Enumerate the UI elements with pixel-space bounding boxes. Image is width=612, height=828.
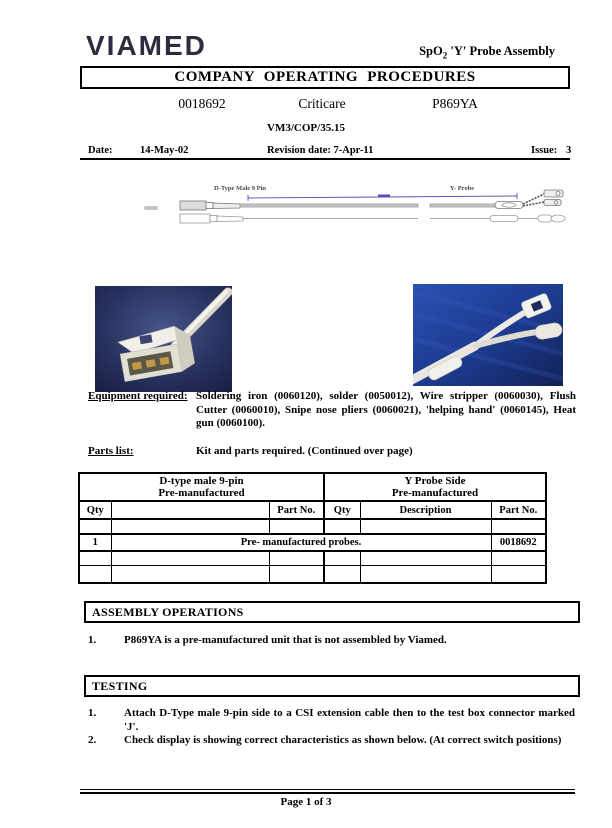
group-yprobe xyxy=(324,473,546,501)
empty-cell xyxy=(111,566,269,584)
page-number: Page 1 of 3 xyxy=(280,796,332,808)
code-number: 0018692 xyxy=(178,96,226,111)
group-dtype-subtitle: Pre-manufactured xyxy=(158,487,245,499)
testing-item-2-text: Check display is showing correct characteristics as shown below. (At correct switch positions) xyxy=(124,734,562,746)
group-dtype-title: D-type male 9-pin xyxy=(159,475,244,487)
photo-y-probe xyxy=(413,284,563,386)
date-value: 14-May-02 xyxy=(140,145,189,156)
empty-cell xyxy=(360,551,491,566)
empty-cell xyxy=(111,519,269,534)
empty-cell xyxy=(269,551,324,566)
empty-cell xyxy=(491,566,546,584)
header-rule xyxy=(80,158,570,160)
testing-heading: TESTING xyxy=(84,675,580,697)
bottom-cable-drawing xyxy=(180,214,565,223)
table-empty-row xyxy=(79,566,546,584)
col-desc-right: Description xyxy=(360,501,491,519)
assembly-item-1-text: P869YA is a pre-manufactured unit that is not assembled by Viamed. xyxy=(124,634,447,646)
empty-cell xyxy=(360,519,491,534)
col-qty-right: Qty xyxy=(324,501,360,519)
code-part: P869YA xyxy=(432,96,478,111)
group-yprobe-title: Y Probe Side xyxy=(404,475,466,487)
testing-item-1-number: 1. xyxy=(88,707,97,719)
dtype-photo-svg xyxy=(95,286,232,392)
col-qty-left: Qty xyxy=(79,501,111,519)
empty-cell xyxy=(79,551,111,566)
table-column-header-row xyxy=(79,501,546,519)
diagram-right-label: Y- Probe xyxy=(449,185,475,192)
empty-cell xyxy=(491,519,546,534)
empty-cell xyxy=(269,566,324,584)
product-title-prefix: SpO xyxy=(419,44,443,58)
date-label: Date: xyxy=(88,145,113,156)
empty-cell xyxy=(324,519,360,534)
equipment-required-text: Soldering iron (0060120), solder (0050012), Wire stripper (0060030), Flush Cutter (0060010), Snipe nose pliers (0060021), 'helping hand' (0060145), Heat gun (0060100). xyxy=(196,390,576,429)
left-dimension-mark xyxy=(144,206,158,210)
cable-assembly-diagram xyxy=(140,181,572,237)
product-title-suffix: 'Y' Probe Assembly xyxy=(447,44,555,58)
col-partno-left: Part No. xyxy=(269,501,324,519)
document-number: VM3/COP/35.15 xyxy=(267,122,345,134)
empty-cell xyxy=(79,519,111,534)
assembly-item-1 xyxy=(88,634,575,648)
issue-label: Issue: xyxy=(531,145,558,156)
product-title xyxy=(419,44,555,61)
product-title-subscript: 2 xyxy=(442,50,448,61)
photo-dtype-connector xyxy=(95,286,232,392)
empty-cell xyxy=(491,551,546,566)
data-description: Pre- manufactured probes. xyxy=(111,534,491,551)
table-empty-row xyxy=(79,551,546,566)
code-manufacturer: Criticare xyxy=(298,96,346,111)
col-partno-right: Part No. xyxy=(491,501,546,519)
group-yprobe-subtitle: Pre-manufactured xyxy=(391,487,479,499)
parts-list-label: Parts list: xyxy=(88,445,134,457)
viamed-logo: VIAMED xyxy=(86,30,207,61)
cable-diagram-svg xyxy=(140,181,572,237)
table-empty-row xyxy=(79,519,546,534)
assembly-item-1-number: 1. xyxy=(88,634,97,646)
equipment-required-label: Equipment required: xyxy=(88,390,188,402)
dimension-line xyxy=(248,193,517,201)
empty-cell xyxy=(111,551,269,566)
table-group-header-row xyxy=(79,473,546,501)
testing-item-1-text: Attach D-Type male 9-pin side to a CSI extension cable then to the test box connector marked 'J'. xyxy=(124,707,575,733)
diagram-left-label: D-Type Male 9 Pin xyxy=(213,185,267,192)
revision-date: Revision date: 7-Apr-11 xyxy=(267,145,374,156)
footer-rule-thick xyxy=(80,792,575,794)
issue-value: 3 xyxy=(566,145,572,156)
testing-item-1 xyxy=(88,707,575,734)
empty-cell xyxy=(79,566,111,584)
col-desc-left xyxy=(111,501,269,519)
data-partno: 0018692 xyxy=(491,534,546,551)
assembly-operations-heading: ASSEMBLY OPERATIONS xyxy=(84,601,580,623)
procedures-banner: COMPANY OPERATING PROCEDURES xyxy=(80,66,570,89)
yprobe-photo-svg xyxy=(413,284,563,386)
date-row xyxy=(0,145,612,159)
parts-list-text: Kit and parts required. (Continued over page) xyxy=(196,445,413,457)
group-dtype xyxy=(79,473,324,501)
testing-item-2 xyxy=(88,734,575,748)
data-qty: 1 xyxy=(79,534,111,551)
empty-cell xyxy=(324,551,360,566)
empty-cell xyxy=(360,566,491,584)
testing-item-2-number: 2. xyxy=(88,734,97,746)
empty-cell xyxy=(269,519,324,534)
empty-cell xyxy=(324,566,360,584)
top-cable-drawing xyxy=(180,190,563,210)
footer-rule-thin xyxy=(80,789,575,790)
table-data-row xyxy=(79,534,546,551)
parts-table xyxy=(78,472,547,584)
